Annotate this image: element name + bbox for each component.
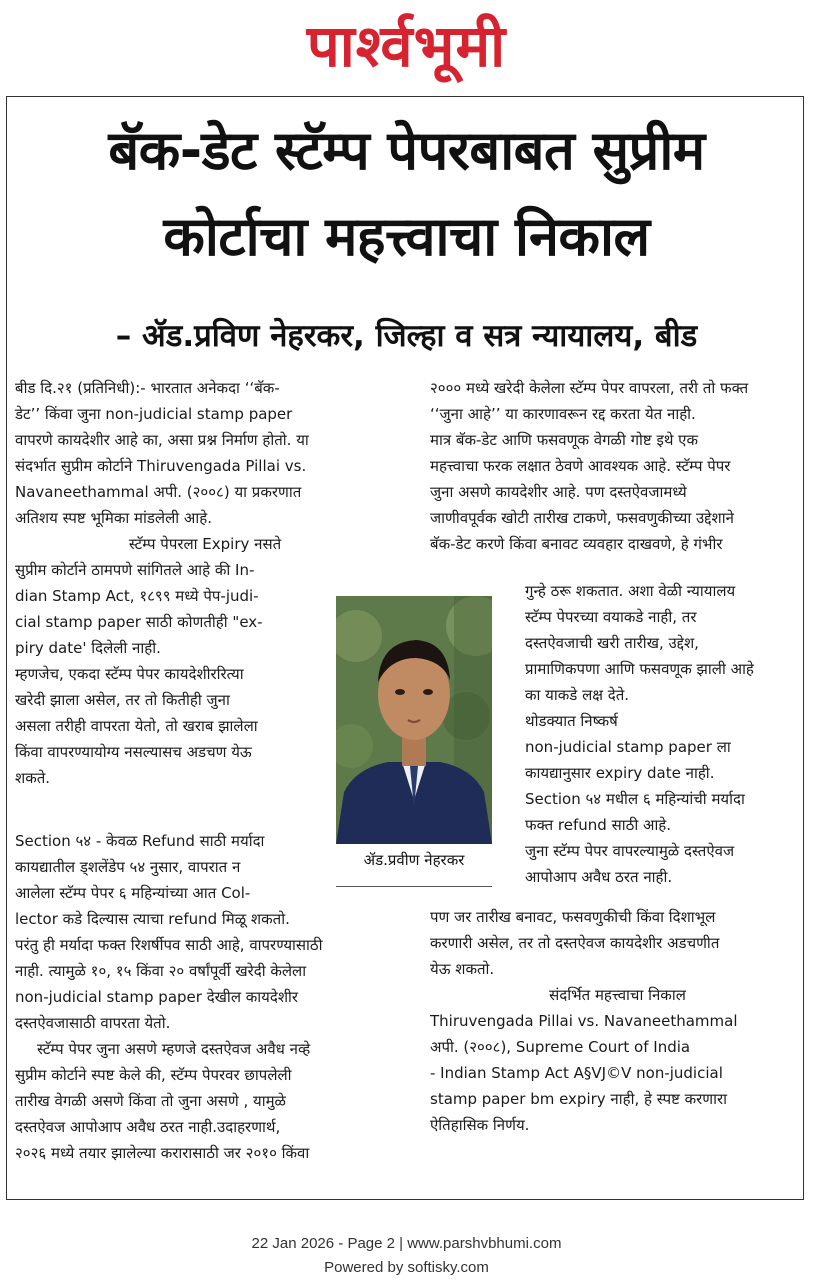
text-line: खरेदी झाला असेल, तर तो कितीही जुना <box>15 691 230 709</box>
text-line: Thiruvengada Pillai vs. Navaneethammal <box>430 1012 738 1030</box>
text-line: सुप्रीम कोर्टाने स्पष्ट केले की, स्टॅम्प पेपरवर छापलेली <box>15 1066 292 1084</box>
subheading-old-paper: स्टॅम्प पेपर जुना असणे म्हणजे दस्तऐवज अवैध नव्हे <box>37 1040 311 1058</box>
text-line: जुना स्टॅम्प पेपर वापरल्यामुळे दस्तऐवज <box>525 842 735 860</box>
footer-date-page-link[interactable]: 22 Jan 2026 - Page 2 | www.parshvbhumi.com <box>251 1235 562 1252</box>
text-line: आपोआप अवैध ठरत नाही. <box>525 868 673 886</box>
right-column-top <box>430 375 805 557</box>
text-line: cial stamp paper साठी कोणतीही "ex- <box>15 613 263 631</box>
left-column-bottom <box>15 828 395 1166</box>
footer-powered-by[interactable]: Powered by softisky.com <box>324 1259 489 1276</box>
text-line: बीड दि.२१ (प्रतिनिधी):- भारतात अनेकदा ‘‘बॅक- <box>15 379 280 397</box>
text-line: प्रामाणिकपणा आणि फसवणूक झाली आहे <box>525 660 754 678</box>
text-line: कायद्यातील ड्शलेंडेप ५४ नुसार, वापरात न <box>15 858 241 876</box>
text-line: Navaneethammal अपी. (२००८) या प्रकरणात <box>15 483 302 501</box>
text-line: महत्त्वाचा फरक लक्षात ठेवणे आवश्यक आहे. स्टॅम्प पेपर <box>430 457 731 475</box>
portrait-image <box>336 596 492 844</box>
text-line: piry date' दिलेली नाही. <box>15 639 161 657</box>
headline-line-2: कोर्टाचा महत्त्वाचा निकाल <box>163 205 650 268</box>
text-line: दस्तऐवज आपोआप अवैध ठरत नाही.उदाहरणार्थ, <box>15 1118 281 1136</box>
text-line: नाही. त्यामुळे १०, १५ किंवा २० वर्षांपूर्वी खरेदी केलेला <box>15 962 307 980</box>
text-line: ‘‘जुना आहे’’ या कारणावरून रद्द करता येत नाही. <box>430 405 696 423</box>
text-line: जुना असणे कायदेशीर आहे. पण दस्तऐवजामध्ये <box>430 483 687 501</box>
text-line: स्टॅम्प पेपरच्या वयाकडे नाही, तर <box>525 608 697 626</box>
text-line: म्हणजेच, एकदा स्टॅम्प पेपर कायदेशीररित्या <box>15 665 244 683</box>
text-line: lector कडे दिल्यास त्याचा refund मिळू शकतो. <box>15 910 290 928</box>
text-line: किंवा वापरण्यायोग्य नसल्यासच अडचण येऊ <box>15 743 252 761</box>
text-line: सुप्रीम कोर्टाने ठामपणे सांगितले आहे की In- <box>15 561 255 579</box>
subheading-no-expiry: स्टॅम्प पेपरला Expiry नसते <box>128 535 282 553</box>
text-line: २०२६ मध्ये तयार झालेल्या करारासाठी जर २०१० किंवा <box>15 1144 310 1162</box>
text-line: अपी. (२००८), Supreme Court of India <box>430 1038 691 1056</box>
text-line: आलेला स्टॅम्प पेपर ६ महिन्यांच्या आत Col- <box>15 884 251 902</box>
text-line: मात्र बॅक-डेट आणि फसवणूक वेगळी गोष्ट इथे एक <box>430 431 698 449</box>
text-line: - Indian Stamp Act A§VJ©V non-judicial <box>430 1064 723 1082</box>
text-line: गुन्हे ठरू शकतात. अशा वेळी न्यायालय <box>525 582 736 600</box>
text-line: करणारी असेल, तर तो दस्तऐवज कायदेशीर अडचणीत <box>430 934 720 952</box>
text-line: non-judicial stamp paper देखील कायदेशीर <box>15 988 299 1006</box>
subheading-summary: थोडक्यात निष्कर्ष <box>525 712 618 730</box>
article-headline <box>18 108 795 280</box>
text-line: stamp paper bm expiry नाही, हे स्पष्ट करणारा <box>430 1090 728 1108</box>
text-line: २००० मध्ये खरेदी केलेला स्टॅम्प पेपर वापरला, तरी तो फक्त <box>430 379 749 397</box>
headline-line-1: बॅक-डेट स्टॅम्प पेपरबाबत सुप्रीम <box>108 119 705 182</box>
photo-caption: ॲड.प्रवीण नेहरकर <box>363 851 465 869</box>
page-footer <box>0 1232 813 1280</box>
text-line: संदर्भात सुप्रीम कोर्टाने Thiruvengada Pillai vs. <box>15 457 307 475</box>
text-line: का याकडे लक्ष देते. <box>525 686 630 704</box>
text-line: येऊ शकतो. <box>430 960 495 978</box>
text-line: non-judicial stamp paper ला <box>525 738 731 756</box>
text-line: अतिशय स्पष्ट भूमिका मांडलेली आहे. <box>15 509 212 527</box>
text-line: डेट’’ किंवा जुना non-judicial stamp paper <box>15 405 293 423</box>
para-old-paper <box>15 1062 395 1166</box>
author-photo <box>336 596 492 844</box>
text-line: बॅक-डेट करणे किंवा बनावट व्यवहार दाखवणे, हे गंभीर <box>430 535 723 553</box>
masthead-logo: पार्श्वभूमी <box>306 12 507 80</box>
text-line: Section ५४ - केवळ Refund साठी मर्यादा <box>15 832 265 850</box>
caption-divider <box>336 886 492 887</box>
masthead <box>0 0 813 92</box>
text-line: असला तरीही वापरता येतो, तो खराब झालेला <box>15 717 258 735</box>
text-line: परंतु ही मर्यादा फक्त रिशर्षीपव साठी आहे, वापरण्यासाठी <box>15 936 323 954</box>
text-line: दस्तऐवजाची खरी तारीख, उद्देश, <box>525 634 699 652</box>
text-line: कायद्यानुसार expiry date नाही. <box>525 764 715 782</box>
text-line: ऐतिहासिक निर्णय. <box>430 1116 530 1134</box>
text-line: तारीख वेगळी असणे किंवा तो जुना असणे , यामुळे <box>15 1092 286 1110</box>
text-line: dian Stamp Act, १८९९ मध्ये पेप-judi- <box>15 587 259 605</box>
para-intro <box>15 375 395 531</box>
text-line: शकते. <box>15 769 51 787</box>
right-column-bottom <box>430 904 805 1138</box>
article-byline: – ॲड.प्रविण नेहरकर, जिल्हा व सत्र न्यायालय, बीड <box>115 318 698 354</box>
text-line: पण जर तारीख बनावट, फसवणुकीची किंवा दिशाभूल <box>430 908 716 926</box>
text-line: फक्त refund साठी आहे. <box>525 816 672 834</box>
subheading-reference: संदर्भित महत्त्वाचा निकाल <box>549 986 686 1004</box>
text-line: दस्तऐवजासाठी वापरता येतो. <box>15 1014 171 1032</box>
text-line: Section ५४ मधील ६ महिन्यांची मर्यादा <box>525 790 745 808</box>
right-column-middle <box>525 578 805 890</box>
text-line: वापरणे कायदेशीर आहे का, असा प्रश्न निर्माण होतो. या <box>15 431 309 449</box>
text-line: जाणीवपूर्वक खोटी तारीख टाकणे, फसवणुकीच्या उद्देशाने <box>430 509 734 527</box>
